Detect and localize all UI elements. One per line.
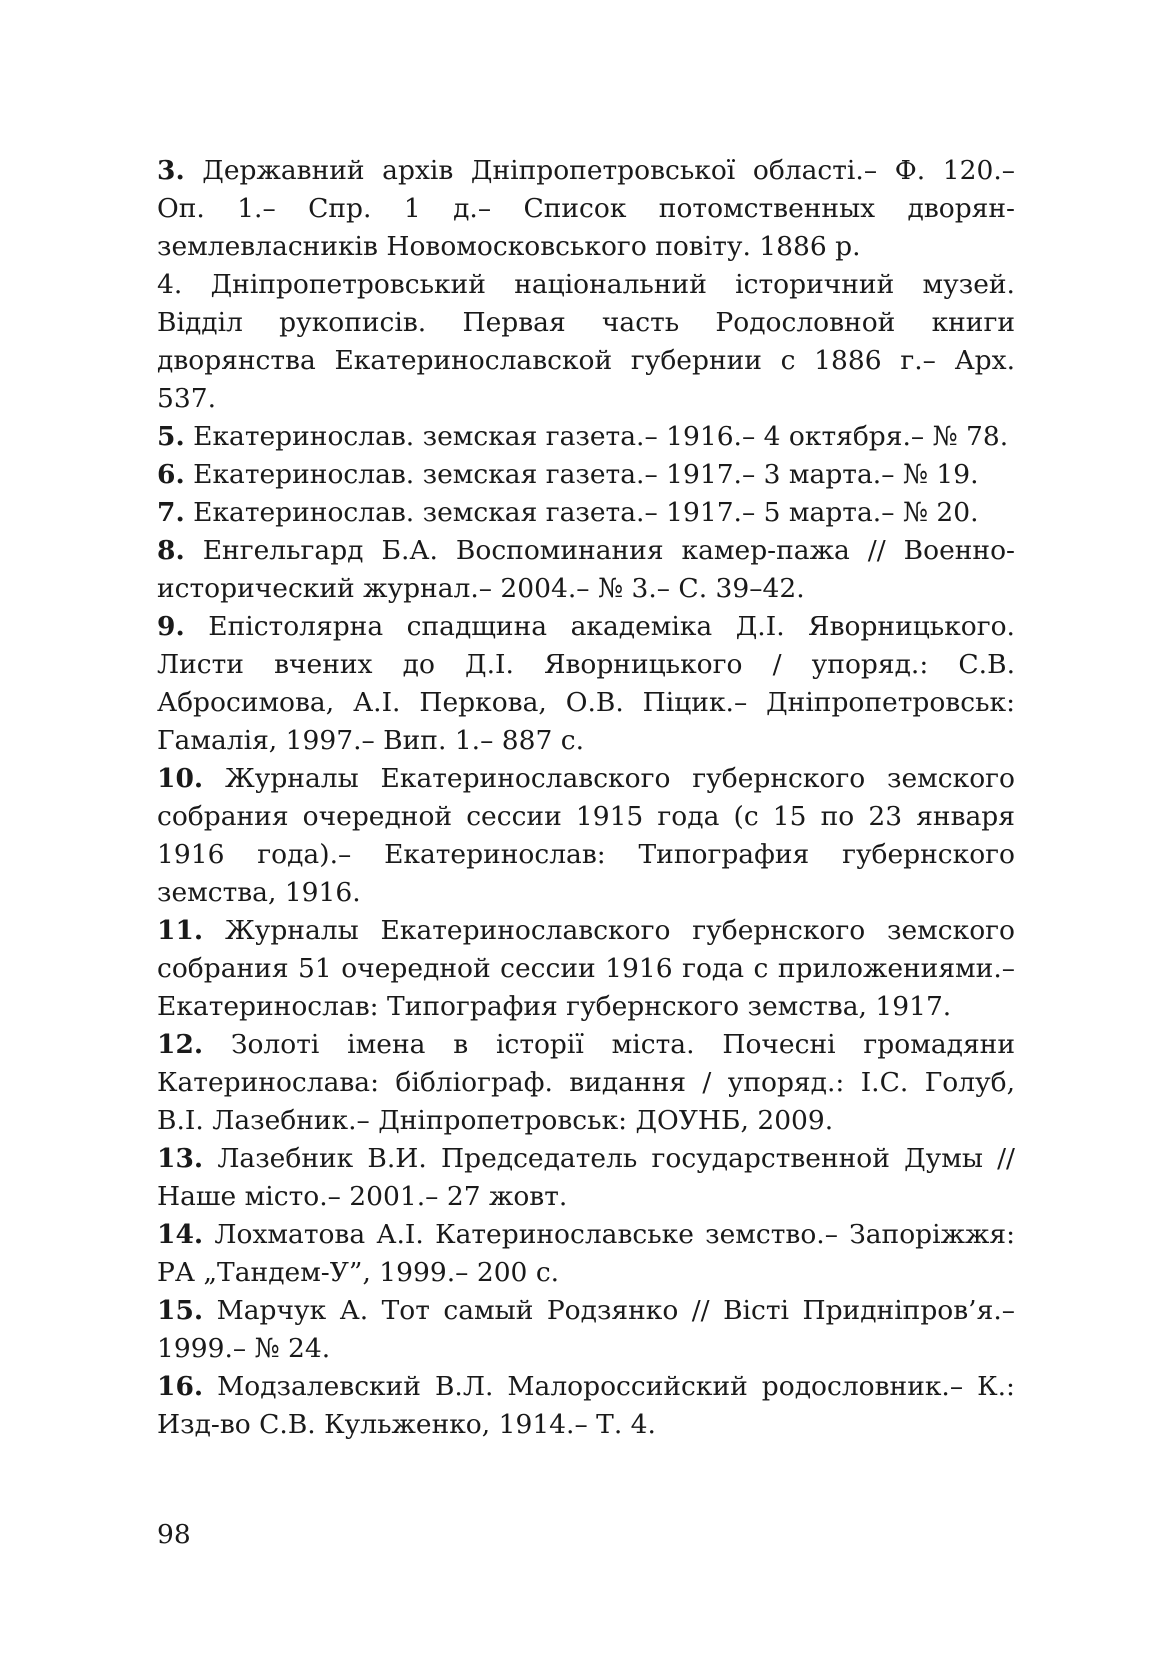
- reference-item: [157, 912, 1015, 1026]
- reference-text: Журналы Екатеринославского губернского земского собрания очередной сессии 1915 года (с 15 по 23 января 1916 года).– Екатеринослав: Типография губернского земства, 1916.: [157, 763, 1015, 908]
- reference-item: [157, 760, 1015, 912]
- reference-text: Екатеринослав. земская газета.– 1916.– 4 октября.– № 78.: [193, 421, 1009, 452]
- reference-item: [157, 1368, 1015, 1444]
- reference-number: 12.: [157, 1029, 204, 1060]
- reference-number: 15.: [157, 1295, 204, 1326]
- reference-item: [157, 494, 1015, 532]
- reference-number: 13.: [157, 1143, 204, 1174]
- reference-text: Екатеринослав. земская газета.– 1917.– 5 марта.– № 20.: [193, 497, 979, 528]
- reference-text: Державний архів Дніпропетровської області.– Ф. 120.– Оп. 1.– Спр. 1 д.– Список потомственных дворян-землевласників Новомосковського повіту. 1886 р.: [157, 155, 1015, 262]
- reference-number: 3.: [157, 155, 185, 186]
- reference-text: Екатеринослав. земская газета.– 1917.– 3 марта.– № 19.: [193, 459, 979, 490]
- page-number: 98: [157, 1519, 191, 1550]
- reference-item: [157, 608, 1015, 760]
- reference-text: Лазебник В.И. Председатель государственной Думы // Наше місто.– 2001.– 27 жовт.: [157, 1143, 1015, 1212]
- reference-item: [157, 418, 1015, 456]
- reference-item: [157, 152, 1015, 266]
- reference-text: Золоті імена в історії міста. Почесні громадяни Катеринослава: бібліограф. видання / упоряд.: І.С. Голуб, В.І. Лазебник.– Дніпропетровськ: ДОУНБ, 2009.: [157, 1029, 1015, 1136]
- reference-number: 8.: [157, 535, 185, 566]
- reference-number: 5.: [157, 421, 185, 452]
- reference-item: [157, 456, 1015, 494]
- reference-text: Енгельгард Б.А. Воспоминания камер-пажа // Военно-исторический журнал.– 2004.– № 3.– С. 39–42.: [157, 535, 1015, 604]
- reference-text: Журналы Екатеринославского губернского земского собрания 51 очередной сессии 1916 года с приложениями.– Екатеринослав: Типография губернского земства, 1917.: [157, 915, 1015, 1022]
- reference-item: [157, 1026, 1015, 1140]
- reference-number: 7.: [157, 497, 185, 528]
- reference-number: 10.: [157, 763, 204, 794]
- reference-number: 4.: [157, 269, 183, 300]
- reference-number: 9.: [157, 611, 185, 642]
- reference-text: Модзалевский В.Л. Малороссийский родословник.– К.: Изд-во С.В. Кульженко, 1914.– Т. 4.: [157, 1371, 1015, 1440]
- reference-number: 14.: [157, 1219, 204, 1250]
- reference-number: 6.: [157, 459, 185, 490]
- reference-list: [157, 152, 1015, 1444]
- reference-item: [157, 1140, 1015, 1216]
- reference-item: [157, 532, 1015, 608]
- reference-number: 16.: [157, 1371, 204, 1402]
- reference-text: Дніпропетровський національний історичний музей. Відділ рукописів. Первая часть Родословной книги дворянства Екатеринославской губернии с 1886 г.– Арх. 537.: [157, 269, 1015, 414]
- reference-item: [157, 1216, 1015, 1292]
- reference-text: Епістолярна спадщина академіка Д.І. Яворницького. Листи вчених до Д.І. Яворницького / упоряд.: С.В. Абросимова, А.І. Перкова, О.В. Піцик.– Дніпропетровськ: Гамалія, 1997.– Вип. 1.– 887 с.: [157, 611, 1015, 756]
- reference-item: [157, 1292, 1015, 1368]
- reference-text: Марчук А. Тот самый Родзянко // Вісті Придніпров’я.– 1999.– № 24.: [157, 1295, 1015, 1364]
- reference-text: Лохматова А.І. Катеринославське земство.– Запоріжжя: РА „Тандем-У”, 1999.– 200 с.: [157, 1219, 1015, 1288]
- reference-item: [157, 266, 1015, 418]
- reference-number: 11.: [157, 915, 204, 946]
